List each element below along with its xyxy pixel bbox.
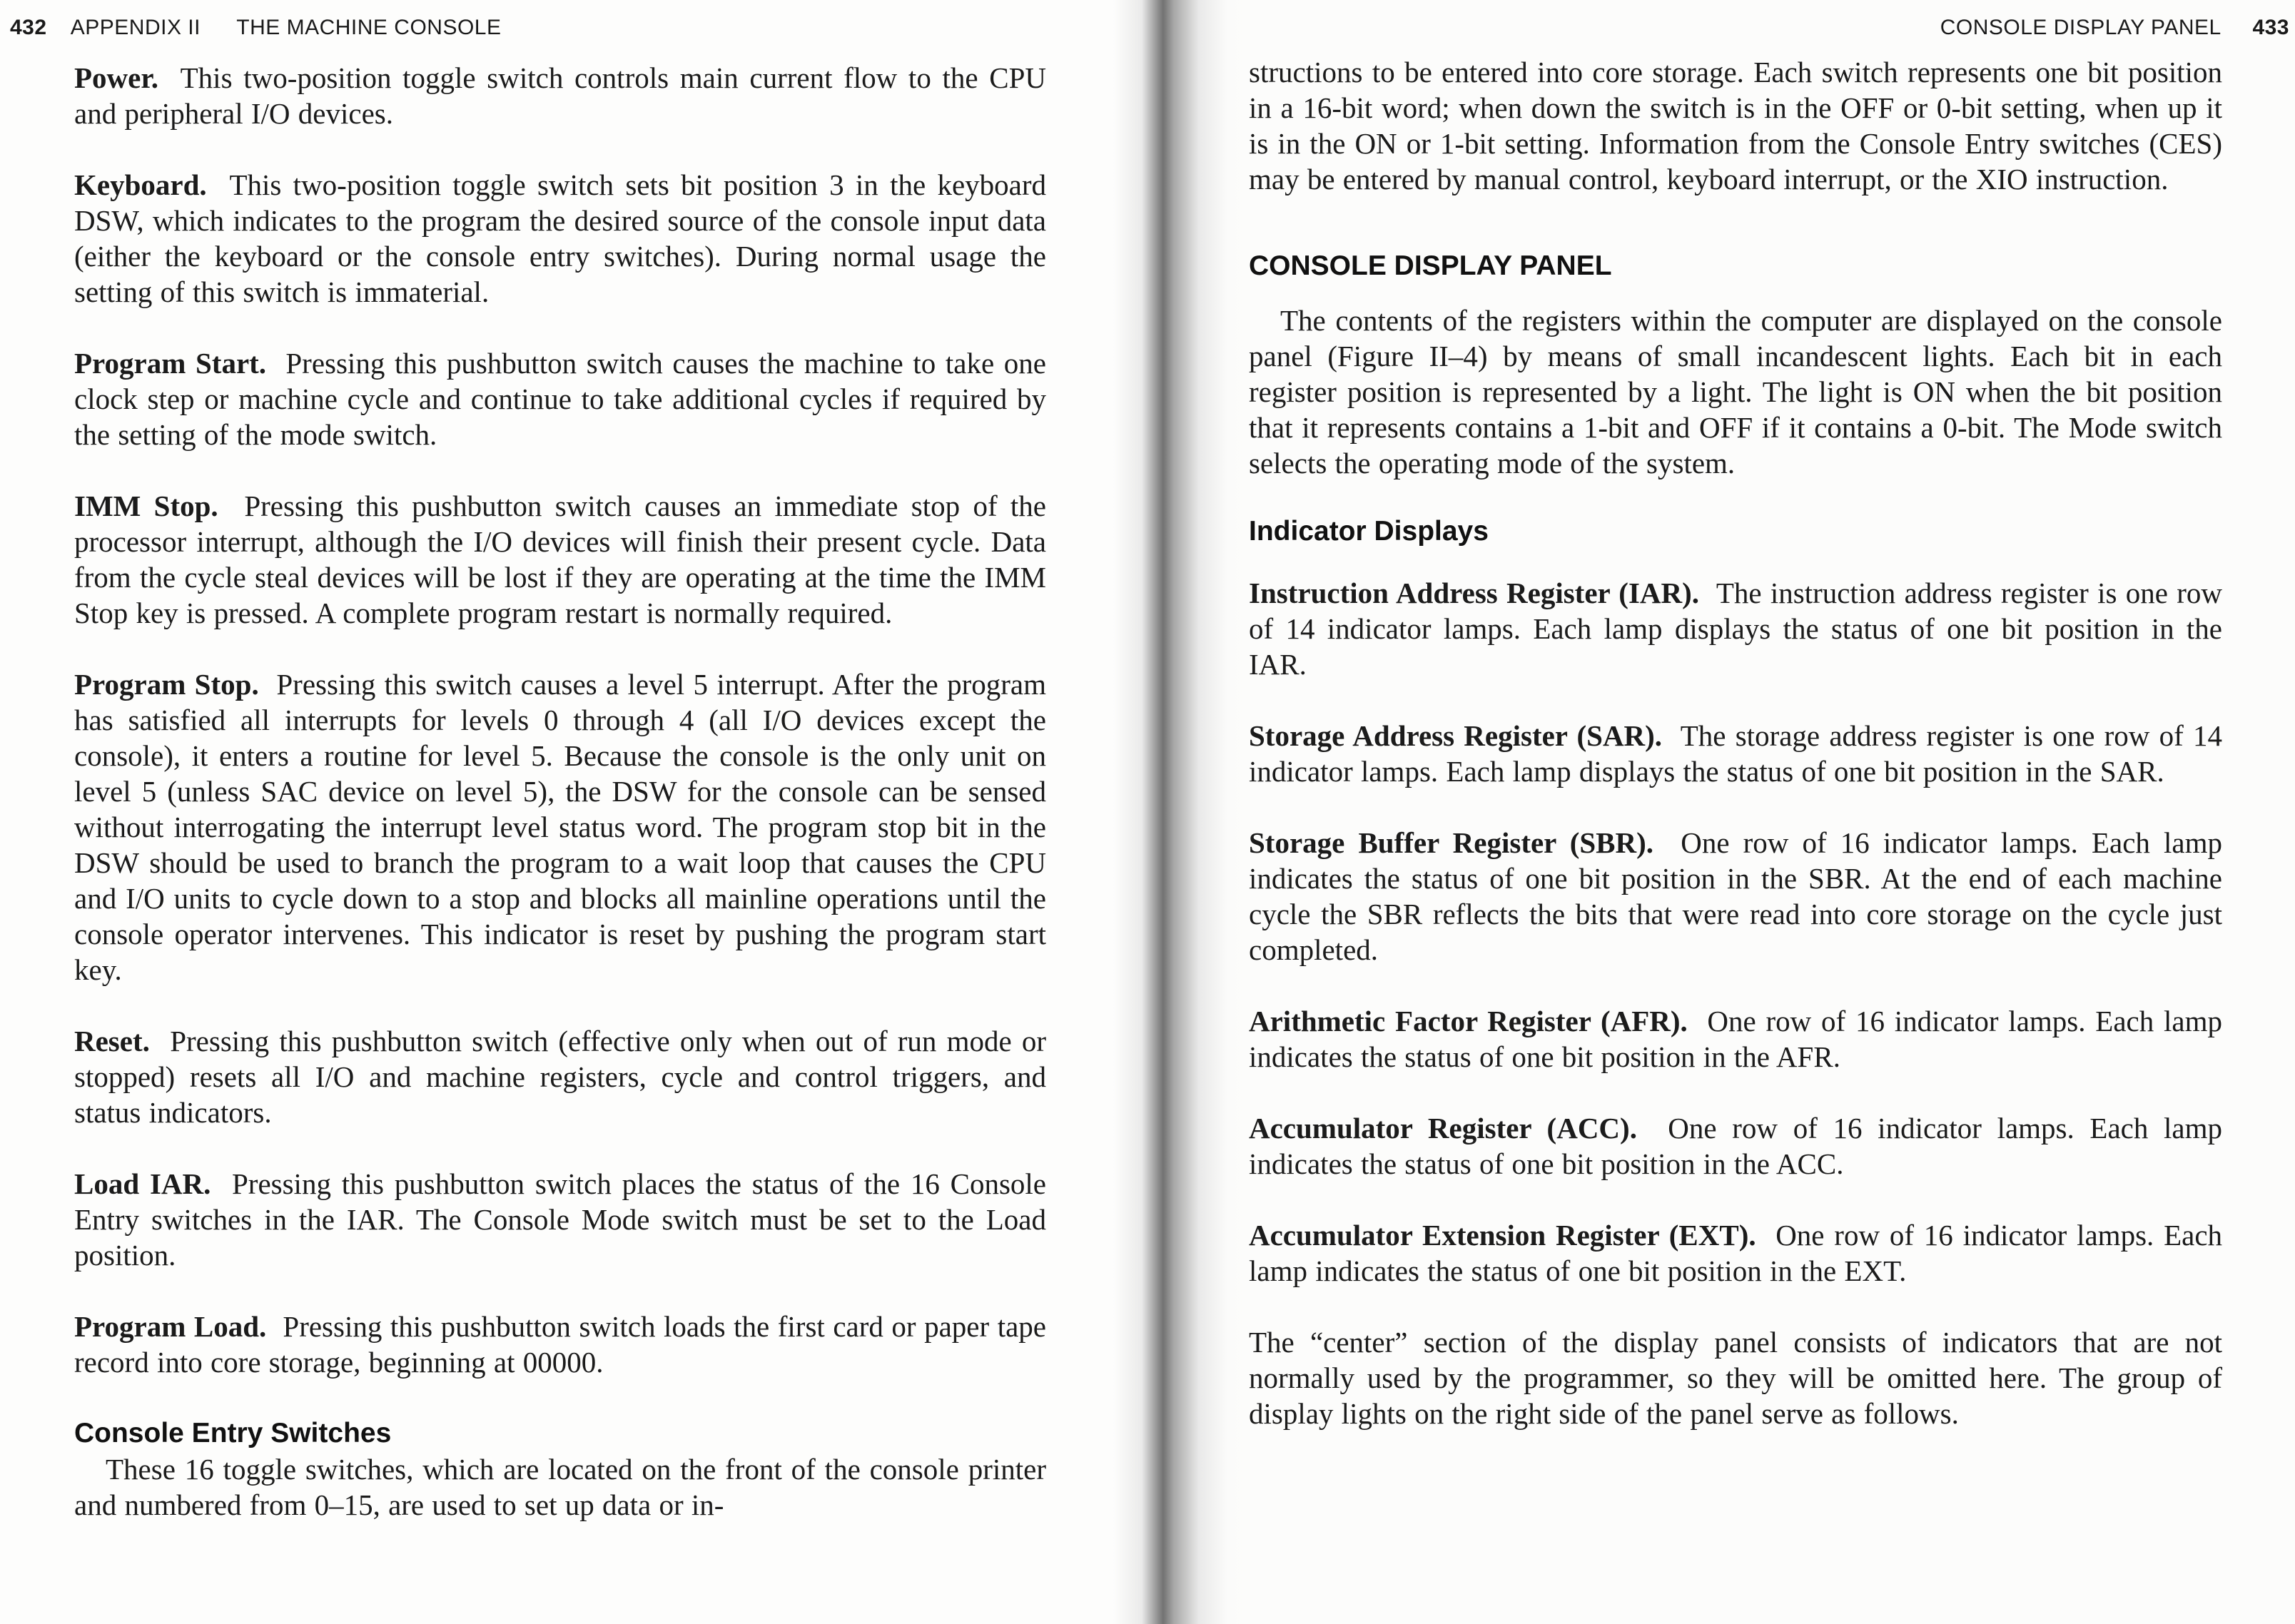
entry-imm-stop <box>74 488 1046 631</box>
console-entry-switches-text: These 16 toggle switches, which are located on the front of the console printer and numbered from 0–15, are used to set up data or in- <box>74 1453 1046 1521</box>
entry-iar <box>1249 575 2222 682</box>
entry-term: Accumulator Register (ACC). <box>1249 1112 1637 1145</box>
running-head-appendix: APPENDIX II <box>70 16 201 39</box>
section-heading-console-display-panel: CONSOLE DISPLAY PANEL <box>1249 250 1612 281</box>
entry-power <box>74 60 1046 131</box>
entry-afr <box>1249 1003 2222 1075</box>
console-display-panel-text: The contents of the registers within the computer are displayed on the console panel (Figure II–4) by means of small incandescent lights. Each bit in each register position is represented by a light. The light is ON when the bit position that it represents contains a 1-bit and OFF if it contains a 0-bit. The Mode switch selects the operating mode of the system. <box>1249 304 2222 479</box>
entry-text: The instruction address register is one row of 14 indicator lamps. Each lamp displays the status of one bit position in the IAR. <box>1249 577 2222 681</box>
entry-text: This two-position toggle switch sets bit position 3 in the keyboard DSW, which indicates to the program the desired source of the console input data (either the keyboard or the console entry switches). During normal usage the setting of this switch is immaterial. <box>74 168 1047 308</box>
entry-keyboard <box>74 167 1046 310</box>
closing-paragraph: The “center” section of the display panel consists of indicators that are not normally used by the programmer, so they will be omitted here. The group of display lights on the right side of the panel serve as follows. <box>1249 1326 2222 1430</box>
entry-term: Storage Address Register (SAR). <box>1249 719 1663 752</box>
entry-text: One row of 16 indicator lamps. Each lamp indicates the status of one bit position in the ACC. <box>1249 1112 2223 1180</box>
entry-term: Storage Buffer Register (SBR). <box>1249 826 1654 859</box>
entry-term: Program Load. <box>74 1310 267 1343</box>
entry-term: Program Stop. <box>74 668 259 701</box>
entry-term: Arithmetic Factor Register (AFR). <box>1249 1005 1688 1037</box>
entry-program-stop <box>74 666 1046 988</box>
entry-term: Load IAR. <box>74 1167 211 1200</box>
continuation-paragraph: structions to be entered into core storage. Each switch represents one bit position in a 16-bit word; when down the switch is in the OFF or 0-bit setting, when up it is in the ON or 1-bit setting. Information from the Console Entry switches (CES) may be entered by manual control, keyboard interrupt, or the XIO instruction. <box>1249 56 2222 196</box>
subsection-heading-indicator-displays: Indicator Displays <box>1249 516 1489 547</box>
entry-term: Reset. <box>74 1025 150 1057</box>
right-page-number: 433 <box>2252 16 2289 39</box>
entry-text: Pressing this pushbutton switch (effective only when out of run mode or stopped) resets all I/O and machine registers, cycle and control triggers, and status indicators. <box>74 1025 1047 1129</box>
entry-term: IMM Stop. <box>74 489 218 522</box>
entry-text: One row of 16 indicator lamps. Each lamp indicates the status of one bit position in the AFR. <box>1249 1005 2222 1073</box>
entry-text: Pressing this pushbutton switch places the status of the 16 Console Entry switches in the IAR. The Console Mode switch must be set to the Load position. <box>74 1167 1047 1272</box>
left-body-text <box>74 60 1046 1523</box>
right-page <box>1149 0 2295 1624</box>
right-body-text <box>1249 54 2222 1431</box>
book-gutter-shadow <box>1113 0 1249 1624</box>
entry-ext <box>1249 1217 2222 1289</box>
running-head-chapter: THE MACHINE CONSOLE <box>236 16 502 39</box>
entry-text: Pressing this pushbutton switch loads the first card or paper tape record into core storage, beginning at 00000. <box>74 1310 1046 1379</box>
entry-term: Power. <box>74 61 159 94</box>
entry-text: Pressing this switch causes a level 5 interrupt. After the program has satisfied all interrupts for levels 0 through 4 (all I/O devices except the console), it enters a routine for level 5. Because the console is the only unit on level 5 (unless SAC device on level 5), the DSW for the console can be sensed without interrogating the interrupt level status word. The program stop bit in the DSW should be used to branch the program to a wait loop that causes the CPU and I/O units to cycle down to a stop and blocks all mainline operations until the console operator intervenes. This indicator is reset by pushing the program start key. <box>74 668 1046 986</box>
entry-sar <box>1249 718 2222 789</box>
entry-acc <box>1249 1110 2222 1182</box>
entry-text: Pressing this pushbutton switch causes the machine to take one clock step or machine cycle and continue to take additional cycles if required by the setting of the mode switch. <box>74 347 1046 451</box>
entry-program-start <box>74 345 1046 452</box>
entry-reset <box>74 1023 1046 1130</box>
entry-load-iar <box>74 1166 1046 1273</box>
entry-term: Accumulator Extension Register (EXT). <box>1249 1219 1756 1252</box>
entry-text: One row of 16 indicator lamps. Each lamp indicates the status of one bit position in the EXT. <box>1249 1219 2223 1287</box>
entry-text: Pressing this pushbutton switch causes an immediate stop of the processor interrupt, although the I/O devices will finish their present cycle. Data from the cycle steal devices will be lost if they are operating at the time the IMM Stop key is pressed. A complete program restart is normally required. <box>74 489 1047 629</box>
section-heading-console-entry-switches: Console Entry Switches <box>74 1418 392 1448</box>
entry-program-load <box>74 1309 1046 1380</box>
left-running-head <box>10 16 501 40</box>
entry-text: This two-position toggle switch controls main current flow to the CPU and peripheral I/O devices. <box>74 61 1046 130</box>
left-page-number: 432 <box>10 16 47 39</box>
right-running-head <box>1940 16 2289 40</box>
entry-text: One row of 16 indicator lamps. Each lamp indicates the status of one bit position in the SBR. At the end of each machine cycle the SBR reflects the bits that were read into core storage on the cycle just completed. <box>1249 826 2222 966</box>
entry-term: Instruction Address Register (IAR). <box>1249 577 1700 609</box>
entry-text: The storage address register is one row of 14 indicator lamps. Each lamp displays the status of one bit position in the SAR. <box>1249 719 2223 788</box>
entry-term: Program Start. <box>74 347 267 380</box>
entry-sbr <box>1249 825 2222 968</box>
entry-term: Keyboard. <box>74 168 207 201</box>
running-head-section: CONSOLE DISPLAY PANEL <box>1940 16 2221 39</box>
